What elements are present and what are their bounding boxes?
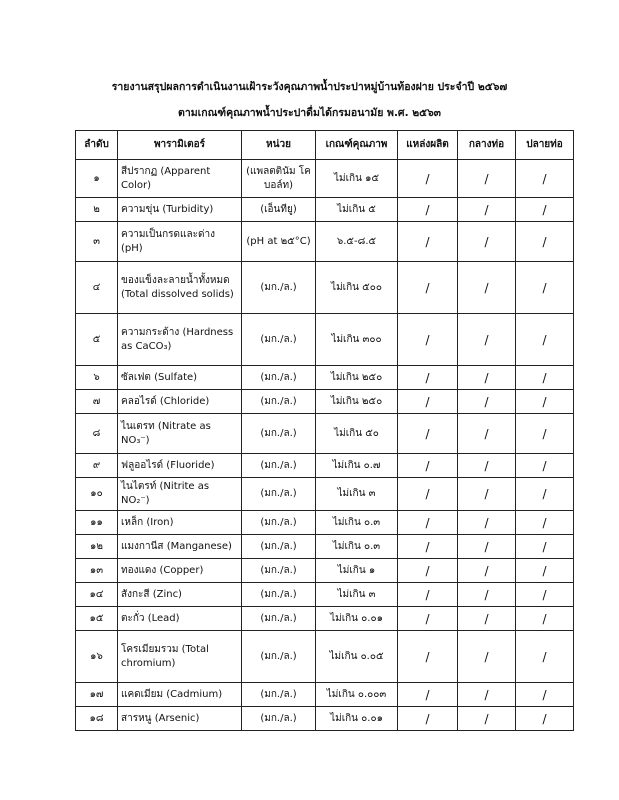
parameter-cell: สังกะสี (Zinc)	[118, 583, 242, 607]
row-number: ๗	[76, 390, 118, 414]
standard-cell: ไม่เกิน ๑	[316, 559, 398, 583]
unit-cell: (มก./ล.)	[242, 314, 316, 366]
standard-cell: ไม่เกิน ๓๐๐	[316, 314, 398, 366]
header-row	[76, 131, 574, 160]
source-check-cell: /	[398, 454, 458, 478]
header-source: แหล่งผลิต	[398, 131, 458, 160]
table-row	[76, 262, 574, 314]
header-parameter: พารามิเตอร์	[118, 131, 242, 160]
mid-pipe-check-cell: /	[458, 414, 516, 454]
standard-cell: ไม่เกิน ๕๐	[316, 414, 398, 454]
standard-cell: ไม่เกิน ๓	[316, 583, 398, 607]
unit-cell: (มก./ล.)	[242, 631, 316, 683]
unit-cell: (มก./ล.)	[242, 683, 316, 707]
row-number: ๘	[76, 414, 118, 454]
end-pipe-check-cell: /	[516, 366, 574, 390]
row-number: ๑๕	[76, 607, 118, 631]
parameter-cell: แคดเมียม (Cadmium)	[118, 683, 242, 707]
row-number: ๑๓	[76, 559, 118, 583]
standard-cell: ไม่เกิน ๓	[316, 478, 398, 511]
mid-pipe-check-cell: /	[458, 535, 516, 559]
mid-pipe-check-cell: /	[458, 454, 516, 478]
standard-cell: ไม่เกิน ๐.๐๑	[316, 707, 398, 731]
unit-cell: (มก./ล.)	[242, 262, 316, 314]
table-row	[76, 511, 574, 535]
mid-pipe-check-cell: /	[458, 631, 516, 683]
row-number: ๑๔	[76, 583, 118, 607]
end-pipe-check-cell: /	[516, 160, 574, 198]
header-mid-pipe: กลางท่อ	[458, 131, 516, 160]
end-pipe-check-cell: /	[516, 414, 574, 454]
end-pipe-check-cell: /	[516, 390, 574, 414]
source-check-cell: /	[398, 583, 458, 607]
header-no: ลำดับ	[76, 131, 118, 160]
source-check-cell: /	[398, 222, 458, 262]
unit-cell: (เอ็นทียู)	[242, 198, 316, 222]
parameter-cell: คลอไรด์ (Chloride)	[118, 390, 242, 414]
end-pipe-check-cell: /	[516, 535, 574, 559]
table-row	[76, 478, 574, 511]
row-number: ๕	[76, 314, 118, 366]
unit-cell: (มก./ล.)	[242, 583, 316, 607]
row-number: ๑	[76, 160, 118, 198]
source-check-cell: /	[398, 535, 458, 559]
end-pipe-check-cell: /	[516, 583, 574, 607]
standard-cell: ไม่เกิน ๐.๐๑	[316, 607, 398, 631]
standard-cell: ไม่เกิน ๐.๗	[316, 454, 398, 478]
table-row	[76, 414, 574, 454]
parameter-cell: แมงกานีส (Manganese)	[118, 535, 242, 559]
source-check-cell: /	[398, 390, 458, 414]
mid-pipe-check-cell: /	[458, 160, 516, 198]
parameter-cell: ความกระด้าง (Hardness as CaCO₃)	[118, 314, 242, 366]
parameter-cell: ทองแดง (Copper)	[118, 559, 242, 583]
standard-cell: ๖.๕-๘.๕	[316, 222, 398, 262]
parameter-cell: ของแข็งละลายน้ำทั้งหมด (Total dissolved solids)	[118, 262, 242, 314]
parameter-cell: เหล็ก (Iron)	[118, 511, 242, 535]
header-end-pipe: ปลายท่อ	[516, 131, 574, 160]
mid-pipe-check-cell: /	[458, 198, 516, 222]
parameter-cell: ไนไตรท์ (Nitrite as NO₂⁻)	[118, 478, 242, 511]
row-number: ๑๗	[76, 683, 118, 707]
unit-cell: (มก./ล.)	[242, 478, 316, 511]
source-check-cell: /	[398, 262, 458, 314]
table-row	[76, 198, 574, 222]
unit-cell: (มก./ล.)	[242, 414, 316, 454]
unit-cell: (มก./ล.)	[242, 559, 316, 583]
row-number: ๑๘	[76, 707, 118, 731]
table-row	[76, 631, 574, 683]
mid-pipe-check-cell: /	[458, 222, 516, 262]
mid-pipe-check-cell: /	[458, 559, 516, 583]
table-row	[76, 683, 574, 707]
report-title: รายงานสรุปผลการดำเนินงานเฝ้าระวังคุณภาพน้ำประปาหมู่บ้านท้องฝาย ประจำปี ๒๕๖๗	[111, 81, 508, 93]
parameter-cell: ตะกั่ว (Lead)	[118, 607, 242, 631]
mid-pipe-check-cell: /	[458, 583, 516, 607]
mid-pipe-check-cell: /	[458, 262, 516, 314]
table-row	[76, 707, 574, 731]
mid-pipe-check-cell: /	[458, 314, 516, 366]
source-check-cell: /	[398, 414, 458, 454]
standard-cell: ไม่เกิน ๑๕	[316, 160, 398, 198]
unit-cell: (มก./ล.)	[242, 607, 316, 631]
standard-cell: ไม่เกิน ๐.๐๐๓	[316, 683, 398, 707]
end-pipe-check-cell: /	[516, 683, 574, 707]
source-check-cell: /	[398, 607, 458, 631]
mid-pipe-check-cell: /	[458, 607, 516, 631]
end-pipe-check-cell: /	[516, 559, 574, 583]
unit-cell: (มก./ล.)	[242, 535, 316, 559]
row-number: ๑๐	[76, 478, 118, 511]
water-quality-table	[75, 130, 574, 731]
mid-pipe-check-cell: /	[458, 390, 516, 414]
row-number: ๑๑	[76, 511, 118, 535]
parameter-cell: ซัลเฟต (Sulfate)	[118, 366, 242, 390]
end-pipe-check-cell: /	[516, 607, 574, 631]
parameter-cell: โครเมียมรวม (Total chromium)	[118, 631, 242, 683]
unit-cell: (แพลตตินัม โคบอล์ท)	[242, 160, 316, 198]
source-check-cell: /	[398, 478, 458, 511]
unit-cell: (มก./ล.)	[242, 366, 316, 390]
end-pipe-check-cell: /	[516, 198, 574, 222]
end-pipe-check-cell: /	[516, 631, 574, 683]
standard-cell: ไม่เกิน ๕๐๐	[316, 262, 398, 314]
parameter-cell: ความเป็นกรดและด่าง (pH)	[118, 222, 242, 262]
report-subtitle: ตามเกณฑ์คุณภาพน้ำประปาดื่มได้กรมอนามัย พ.ศ. ๒๕๖๓	[178, 107, 441, 119]
table-row	[76, 160, 574, 198]
parameter-cell: สีปรากฏ (Apparent Color)	[118, 160, 242, 198]
source-check-cell: /	[398, 198, 458, 222]
parameter-cell: ไนเตรท (Nitrate as NO₃⁻)	[118, 414, 242, 454]
source-check-cell: /	[398, 559, 458, 583]
header-unit: หน่วย	[242, 131, 316, 160]
source-check-cell: /	[398, 511, 458, 535]
header-standard: เกณฑ์คุณภาพ	[316, 131, 398, 160]
table-row	[76, 454, 574, 478]
standard-cell: ไม่เกิน ๒๕๐	[316, 366, 398, 390]
table-row	[76, 366, 574, 390]
table-row	[76, 535, 574, 559]
standard-cell: ไม่เกิน ๐.๓	[316, 511, 398, 535]
standard-cell: ไม่เกิน ๐.๓	[316, 535, 398, 559]
table-row	[76, 583, 574, 607]
parameter-cell: สารหนู (Arsenic)	[118, 707, 242, 731]
unit-cell: (มก./ล.)	[242, 707, 316, 731]
source-check-cell: /	[398, 160, 458, 198]
source-check-cell: /	[398, 683, 458, 707]
row-number: ๑๒	[76, 535, 118, 559]
end-pipe-check-cell: /	[516, 707, 574, 731]
row-number: ๒	[76, 198, 118, 222]
end-pipe-check-cell: /	[516, 262, 574, 314]
source-check-cell: /	[398, 707, 458, 731]
unit-cell: (มก./ล.)	[242, 390, 316, 414]
mid-pipe-check-cell: /	[458, 683, 516, 707]
standard-cell: ไม่เกิน ๒๕๐	[316, 390, 398, 414]
table-row	[76, 607, 574, 631]
end-pipe-check-cell: /	[516, 222, 574, 262]
row-number: ๙	[76, 454, 118, 478]
row-number: ๔	[76, 262, 118, 314]
standard-cell: ไม่เกิน ๐.๐๕	[316, 631, 398, 683]
table-row	[76, 390, 574, 414]
source-check-cell: /	[398, 366, 458, 390]
table-row	[76, 314, 574, 366]
row-number: ๖	[76, 366, 118, 390]
mid-pipe-check-cell: /	[458, 511, 516, 535]
end-pipe-check-cell: /	[516, 454, 574, 478]
mid-pipe-check-cell: /	[458, 707, 516, 731]
parameter-cell: ฟลูออไรด์ (Fluoride)	[118, 454, 242, 478]
parameter-cell: ความขุ่น (Turbidity)	[118, 198, 242, 222]
end-pipe-check-cell: /	[516, 314, 574, 366]
table-row	[76, 222, 574, 262]
source-check-cell: /	[398, 631, 458, 683]
table-row	[76, 559, 574, 583]
unit-cell: (pH at ๒๕°C)	[242, 222, 316, 262]
standard-cell: ไม่เกิน ๕	[316, 198, 398, 222]
mid-pipe-check-cell: /	[458, 478, 516, 511]
row-number: ๑๖	[76, 631, 118, 683]
unit-cell: (มก./ล.)	[242, 454, 316, 478]
end-pipe-check-cell: /	[516, 511, 574, 535]
mid-pipe-check-cell: /	[458, 366, 516, 390]
end-pipe-check-cell: /	[516, 478, 574, 511]
unit-cell: (มก./ล.)	[242, 511, 316, 535]
row-number: ๓	[76, 222, 118, 262]
source-check-cell: /	[398, 314, 458, 366]
